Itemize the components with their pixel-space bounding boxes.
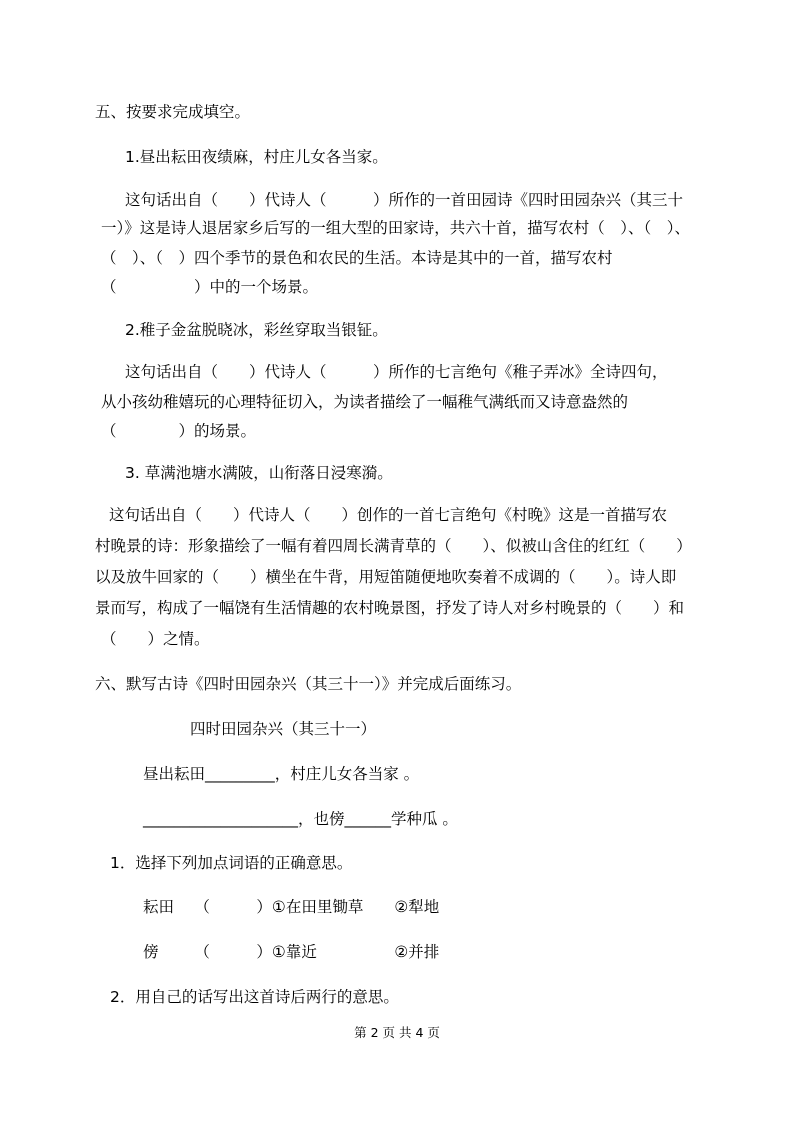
q3-line-4: 景而写，构成了一幅饶有生活情趣的农村晚景图，抒发了诗人对乡村晚景的（ ）和 [95,599,685,617]
q1-line-1: 这句话出自（ ）代诗人（ ）所作的一首田园诗《四时田园杂兴（其三十 [125,191,684,209]
q2-line-2: 从小孩幼稚嬉玩的心理特征切入，为读者描绘了一幅稚气满纸而又诗意盎然的 [101,393,629,411]
q3-line-1: 这句话出自（ ）代诗人（ ）创作的一首七言绝句《村晚》这是一首描写农 [109,506,668,524]
q2-line-3: （ ）的场景。 [101,422,257,440]
section5-heading: 五、按要求完成填空。 [95,103,251,121]
q1-verse: 1.昼出耘田夜绩麻，村庄儿女各当家。 [125,148,388,166]
q3-line-5: （ ）之情。 [101,630,210,648]
exercise-2-prompt: 2．用自己的话写出这首诗后两行的意思。 [110,988,399,1006]
q1-line-4: （ ）中的一个场景。 [101,278,319,296]
poem-line-1: 昼出耘田_________，村庄儿女各当家 。 [143,765,420,783]
exercise-1-row-1: 耘田 （ ）①在田里锄草 ②犁地 [143,898,440,916]
exercise-1-prompt: 1．选择下列加点词语的正确意思。 [110,854,353,872]
q1-line-2: 一）》这是诗人退居家乡后写的一组大型的田家诗，共六十首，描写农村（ ）、（ ）、 [101,219,691,237]
q1-line-3: （ ）、（ ）四个季节的景色和农民的生活。本诗是其中的一首，描写农村 [101,249,613,267]
q3-line-2: 村晚景的诗：形象描绘了一幅有着四周长满青草的（ ）、似被山含住的红红（ ） [95,537,692,555]
poem-line-2: ____________________，也傍______学种瓜 。 [143,810,458,828]
q2-line-1: 这句话出自（ ）代诗人（ ）所作的七言绝句《稚子弄冰》全诗四句， [125,363,668,381]
q3-verse: 3. 草满池塘水满陂，山衔落日浸寒漪。 [125,464,393,482]
page-footer: 第 2 页 共 4 页 [354,1025,440,1040]
q3-line-3: 以及放牛回家的（ ）横坐在牛背，用短笛随便地吹奏着不成调的（ ）。诗人即 [95,568,677,586]
section6-heading: 六、默写古诗《四时田园杂兴（其三十一）》并完成后面练习。 [95,675,522,693]
q2-verse: 2.稚子金盆脱晓冰，彩丝穿取当银钲。 [125,321,388,339]
exercise-1-row-2: 傍 （ ）①靠近 ②并排 [143,943,440,961]
poem-title: 四时田园杂兴（其三十一） [190,720,377,738]
